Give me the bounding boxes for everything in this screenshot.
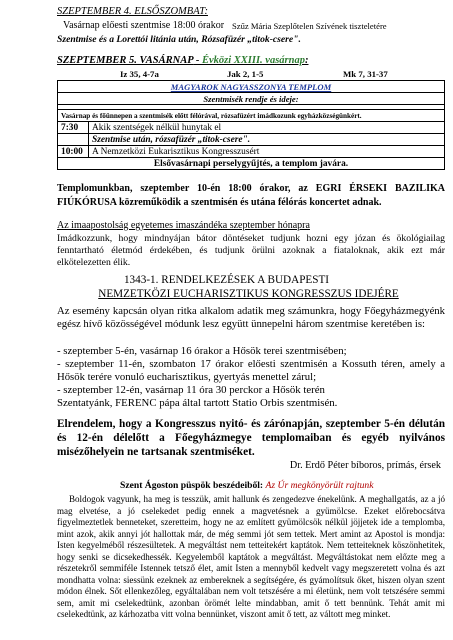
decree-closing: Szentatyánk, FERENC pápa által tartott Statio Orbis szentmisén. — [57, 397, 338, 409]
mass-schedule-table — [57, 80, 445, 170]
sunday-heading: SZEPTEMBER 5. VASÁRNAP - Évközi XXIII. vasárnap: — [57, 55, 309, 66]
decree-intro: Az esemény kapcsán olyan ritka alkalom adatik meg számunkra, hogy Főegyházmegyénk egész hívő közösségével módunk lesz együtt ünnepelni három szentmise keretében is: — [57, 305, 445, 331]
saturday-mass-time: Vasárnap előesti szentmise 18:00 órakor — [63, 20, 225, 31]
saturday-dedication: Szűz Mária Szeplőtelen Szívének tiszteletére — [232, 21, 387, 31]
prayer-intention-title: Az imaapostolság egyetemes imaszándéka szeptember hónapra — [57, 220, 310, 231]
reading-1: Iz 35, 4-7a — [120, 69, 159, 79]
augustine-heading: Szent Ágoston püspök beszédeiből: Az Úr megkönyörült rajtunk — [120, 480, 374, 491]
liturgical-day: Évközi XXIII. vasárnap — [202, 55, 305, 66]
mass-intention: A Nemzetközi Eukarisztikus Kongresszusért — [89, 146, 445, 158]
decree-item-3: - szeptember 12-én, vasárnap 11 óra 30 perckor a Hősök terén — [57, 384, 325, 396]
collection-note: Elsővasárnapi perselygyűjtés, a templom javára. — [58, 158, 445, 170]
reading-3: Mk 7, 31-37 — [343, 69, 388, 79]
church-name: MAGYAROK NAGYASSZONYA TEMPLOM — [58, 81, 445, 93]
decree-title-1: 1343-1. RENDELKEZÉSEK A BUDAPESTI — [123, 274, 330, 286]
concert-announcement: Templomunkban, szeptember 10-én 18:00 órakor, az EGRI ÉRSEKI BAZILIKA FIÚKÓRUSA közreműködik a szentmisén és utána félórás koncertet adnak. — [57, 183, 445, 208]
table-row — [58, 122, 445, 134]
decree-item-2: - szeptember 11-én, szombaton 17 órakor előesti szentmisén a Kossuth téren, amely a Hősök terére vonuló eucharisztikus, gyertyás menettel zárul; — [57, 358, 445, 383]
signature: Dr. Erdő Péter bíboros, prímás, érsek — [289, 460, 441, 471]
mass-time: 7:30 — [58, 122, 89, 134]
decree-order: Elrendelem, hogy a Kongresszus nyitó- és zárónapján, szeptember 5-én délután és 12-én délelőtt a Főegyházmegye templomaiban és egyéb nyilvános misézőhelyein ne tartsanak szentmiséket. — [57, 418, 445, 459]
mass-order-title: Szentmisék rendje és ideje: — [58, 93, 445, 105]
saturday-heading: SZEPTEMBER 4. ELSŐSZOMBAT: — [57, 6, 208, 17]
mass-intention: Akik szentségek nélkül hunytak el — [89, 122, 445, 134]
decree-title-2: NEMZETKÖZI EUCHARISZTIKUS KONGRESSZUS IDEJÉRE — [98, 288, 399, 300]
rosary-note: Vasárnap és főünnepen a szentmisék előtt félórával, rózsafüzért imádkozunk egyházközségünkért. — [58, 110, 445, 122]
decree-item-1: - szeptember 5-én, vasárnap 16 órakor a Hősök terei szentmisében; — [57, 345, 347, 357]
mass-intention: Szentmise után, rózsafüzér „titok-csere". — [89, 134, 445, 146]
mass-time: 10:00 — [58, 146, 89, 158]
augustine-subtitle: Az Úr megkönyörült rajtunk — [265, 480, 374, 491]
prayer-intention-text: Imádkozzunk, hogy mindnyájan bátor döntéseket tudjunk hozni egy józan és ökológiailag fenntartható életmód érdekében, és tudjunk örülni azoknak a fiataloknak, akik ezt már elkötelezetten élik. — [57, 233, 445, 269]
saturday-litany-note: Szentmise és a Lorettói litánia után, Rózsafüzér „titok-csere". — [57, 34, 301, 45]
table-row — [58, 146, 445, 158]
mass-time — [58, 134, 89, 146]
table-row — [58, 134, 445, 146]
reading-2: Jak 2, 1-5 — [227, 69, 264, 79]
augustine-text: Boldogok vagyunk, ha meg is tesszük, amit hallunk és zengedezve énekelünk. A meghallgatás, az a jó mag elvetése, a jó cselekedet pedig ennek a magvetésnek a gyümölcse. Ezeket előrebocsátva figyelmeztetlek benneteket, szeretteim, hogy ne az említett gyümölcsök nélkül jöjjetek ide a templomba, mint azok, akik annyi jót hallottak már, de még semmi jót sem tettek. Mert amint az Apostol is mondja: Isten kegyelméből részesültetek. A megváltást nem tetteitekért kaptátok. Nem tetteiteknek köszönhetitek, hogy senki se dicsekedhessék. Kegyelemből kaptátok a megváltást. Megváltástokat nem előzte meg a részetekről semmiféle Istennek tetsző élet, amit Isten a mennyből kedvelt vagy megszeretett volna és azt mondhatta volna: siessünk ezeknek az embereknek a segítségére, és gyámolítsuk őket, hiszen olyan szent módon élnek. Sőt ellenkezőleg, egyáltalában nem volt tetszésére a mi életünk, nem volt tetszésére semmi sem, amit mi cselekedtünk, azonban örömét lelte mindabban, amit ő tett bennünk. Tehát amit mi cselekedtünk, az kárhozatba vitt volna bennünket, viszont amit ő tett, az váltott meg minket. — [57, 494, 445, 619]
